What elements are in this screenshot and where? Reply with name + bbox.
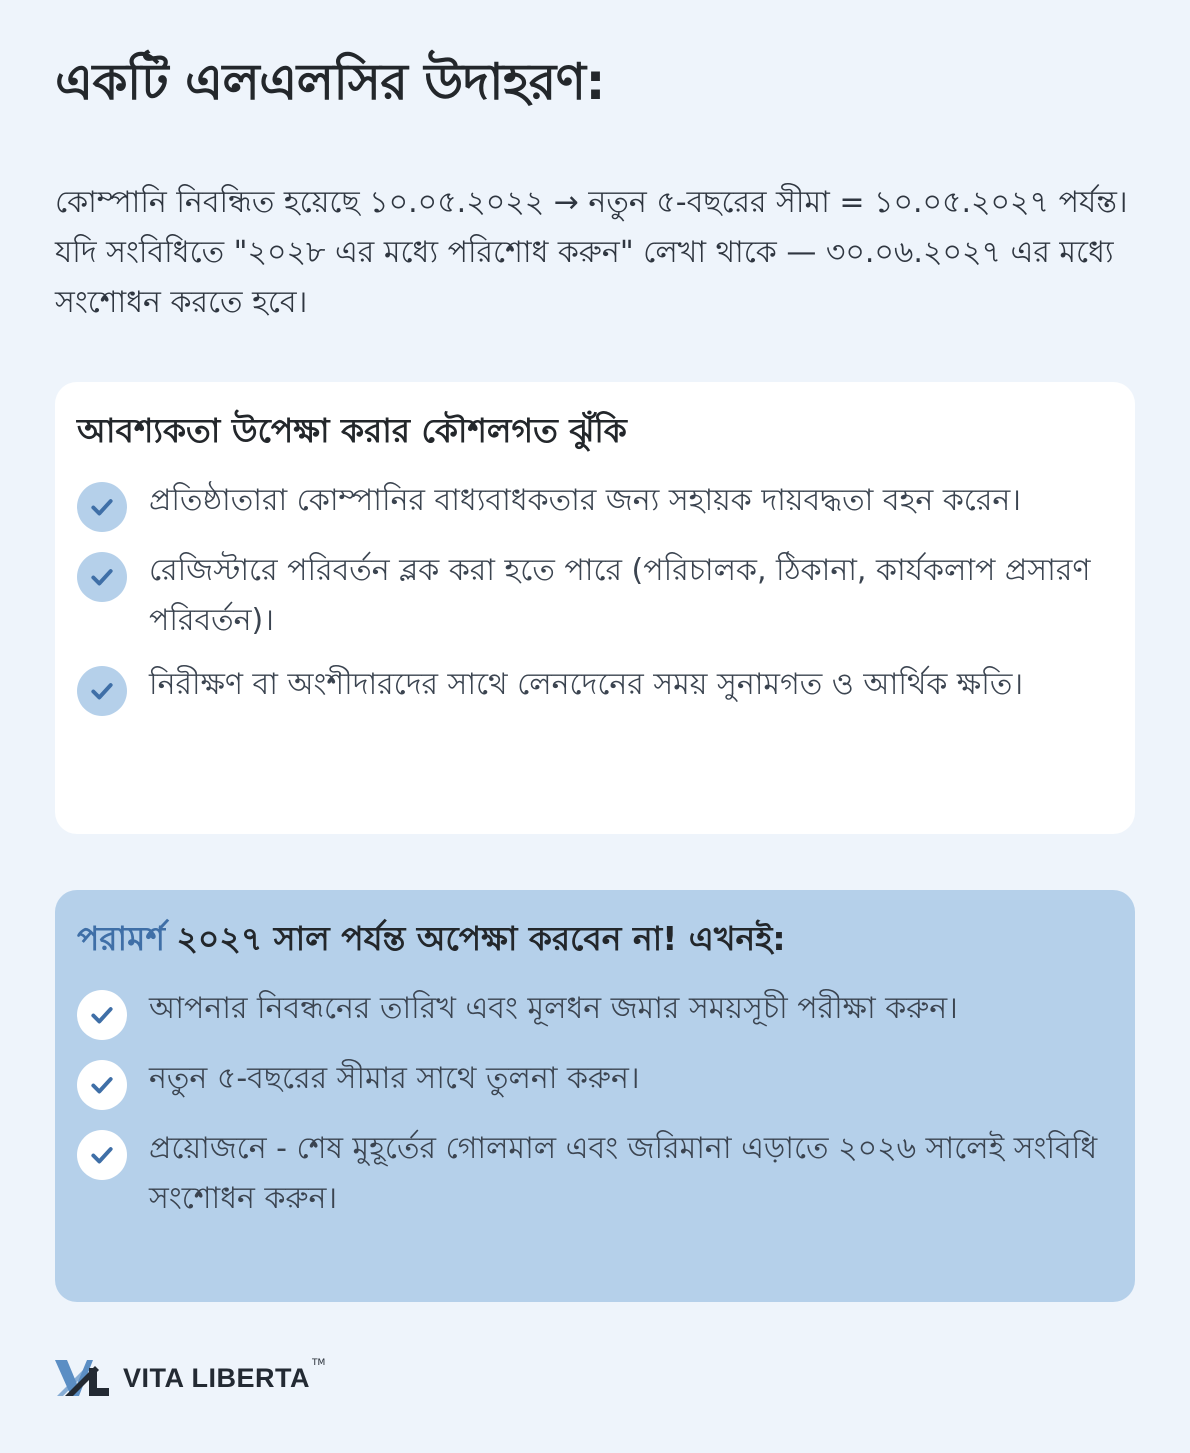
tip-heading-text: ২০২৭ সাল পর্যন্ত অপেক্ষা করবেন না! এখনই: — [164, 919, 786, 958]
brand-logo — [55, 1356, 325, 1400]
risk-card-heading: আবশ্যকতা উপেক্ষা করার কৌশলগত ঝুঁকি — [77, 411, 627, 450]
list-item-text: প্রয়োজনে - শেষ মুহূর্তের গোলমাল এবং জরিমানা এড়াতে ২০২৬ সালেই সংবিধি সংশোধন করুন। — [149, 1131, 1098, 1216]
list-item — [77, 546, 1113, 646]
tip-card-heading — [77, 916, 1113, 962]
tip-heading-accent: পরামর্শ — [77, 919, 165, 958]
page-title: একটি এলএলসির উদাহরণ: — [55, 53, 606, 111]
list-item-text: নতুন ৫-বছরের সীমার সাথে তুলনা করুন। — [149, 1061, 640, 1096]
check-icon — [77, 482, 127, 532]
check-icon — [77, 666, 127, 716]
list-item-text: প্রতিষ্ঠাতারা কোম্পানির বাধ্যবাধকতার জন্য সহায়ক দায়বদ্ধতা বহন করেন। — [149, 483, 1021, 518]
check-icon — [77, 552, 127, 602]
vita-liberta-logo-icon — [55, 1358, 111, 1398]
check-icon — [77, 990, 127, 1040]
intro-paragraph: কোম্পানি নিবন্ধিত হয়েছে ১০.০৫.২০২২ → নতুন ৫-বছরের সীমা = ১০.০৫.২০২৭ পর্যন্ত। যদি সংবিধিতে "২০২৮ এর মধ্যে পরিশোধ করুন" লেখা থাকে — ৩০.০৬.২০২৭ এর মধ্যে সংশোধন করতে হবে। — [55, 185, 1128, 320]
tip-card — [55, 890, 1135, 1302]
check-icon — [77, 1060, 127, 1110]
list-item — [77, 1124, 1113, 1224]
check-icon — [77, 1130, 127, 1180]
list-item-text: রেজিস্টারে পরিবর্তন ব্লক করা হতে পারে (পরিচালক, ঠিকানা, কার্যকলাপ প্রসারণ পরিবর্তন)। — [149, 553, 1091, 638]
risk-card — [55, 382, 1135, 834]
list-item — [77, 984, 1113, 1040]
trademark-mark: TM — [311, 1358, 326, 1368]
list-item-text: আপনার নিবন্ধনের তারিখ এবং মূলধন জমার সময়সূচী পরীক্ষা করুন। — [149, 991, 958, 1026]
brand-name: VITA LIBERTA — [123, 1362, 310, 1393]
list-item — [77, 476, 1113, 532]
list-item — [77, 1054, 1113, 1110]
list-item — [77, 660, 1113, 716]
list-item-text: নিরীক্ষণ বা অংশীদারদের সাথে লেনদেনের সময় সুনামগত ও আর্থিক ক্ষতি। — [149, 667, 1024, 702]
